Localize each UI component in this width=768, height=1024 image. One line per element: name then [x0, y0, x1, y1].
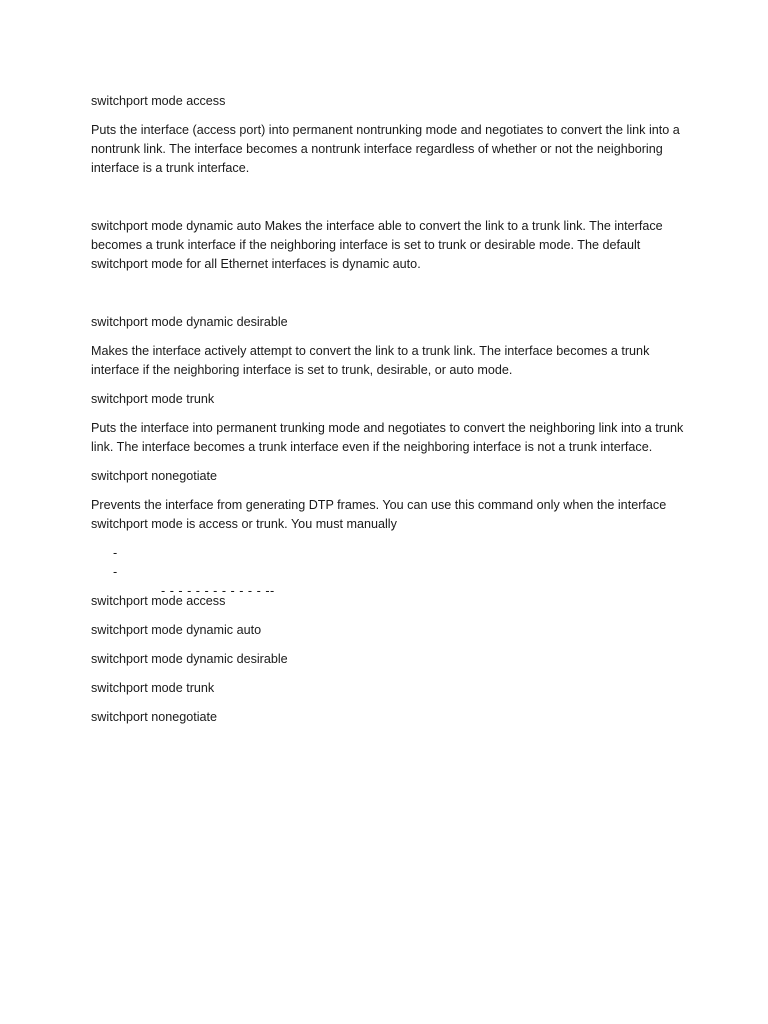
spacer — [91, 188, 691, 217]
summary-mode-dynamic-desirable: switchport mode dynamic desirable — [91, 652, 288, 666]
heading-nonegotiate: switchport nonegotiate — [91, 469, 218, 483]
list-item — [91, 563, 691, 582]
summary-mode-trunk: switchport mode trunk — [91, 681, 215, 695]
desc-mode-dynamic-desirable: Makes the interface actively attempt to convert the link to a trunk link. The interface becomes a trunk interface if the neighboring interface is set to trunk, desirable, or auto mode. — [91, 344, 650, 377]
list-item — [91, 544, 691, 598]
spacer — [91, 284, 691, 313]
heading-mode-dynamic-desirable: switchport mode dynamic desirable — [91, 315, 288, 329]
desc-mode-access: Puts the interface (access port) into permanent nontrunking mode and negotiates to convert the link into a nontrunk link. The interface becomes a nontrunk interface regardless of whether or not the neighboring interface is a trunk interface. — [91, 123, 680, 175]
heading-mode-trunk: switchport mode trunk — [91, 392, 215, 406]
document-body — [91, 92, 691, 737]
summary-mode-access: switchport mode access — [91, 594, 226, 608]
summary-nonegotiate: switchport nonegotiate — [91, 710, 218, 724]
list-bullet: - — [113, 546, 118, 560]
list-bullet: - — [113, 565, 118, 579]
heading-mode-access: switchport mode access — [91, 94, 226, 108]
dash-list — [91, 544, 691, 598]
desc-mode-dynamic-auto: switchport mode dynamic auto Makes the interface able to convert the link to a trunk link. The interface becomes a trunk interface if the neighboring interface is set to trunk or desirable mode. The default switchport mode for all Ethernet interfaces is dynamic auto. — [91, 219, 663, 271]
desc-nonegotiate: Prevents the interface from generating DTP frames. You can use this command only when the interface switchport mode is access or trunk. You must manually — [91, 498, 667, 531]
summary-mode-dynamic-auto: switchport mode dynamic auto — [91, 623, 262, 637]
desc-mode-trunk: Puts the interface into permanent trunking mode and negotiates to convert the neighboring link into a trunk link. The interface becomes a trunk interface even if the neighboring interface is not a trunk interface. — [91, 421, 684, 454]
list-item-text: - - - - - - - - - - - - -- — [161, 584, 275, 598]
